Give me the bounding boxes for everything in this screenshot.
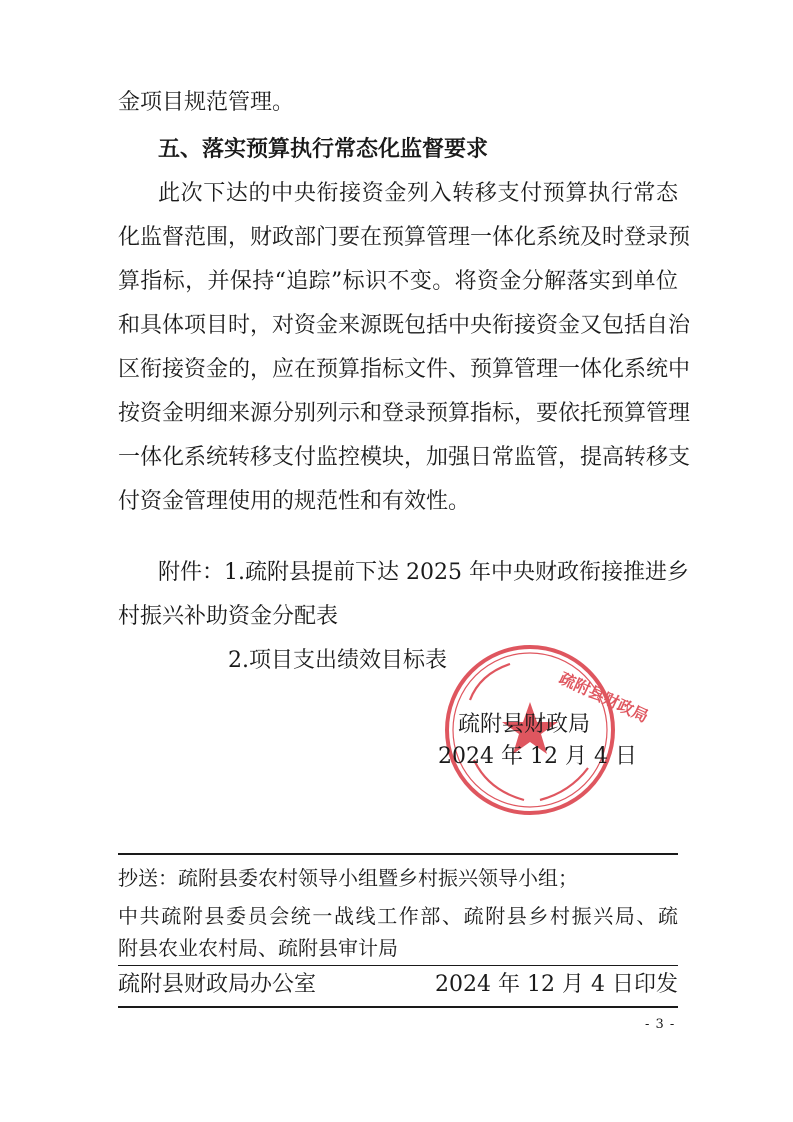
section-heading: 五、落实预算执行常态化监督要求 (158, 137, 489, 162)
paragraph-line: 算指标，并保持“追踪”标识不变。将资金分解落实到单位 (118, 269, 678, 294)
signature-date: 2024 年 12 月 4 日 (438, 744, 637, 769)
paragraph-line: 此次下达的中央衔接资金列入转移支付预算执行常态 (158, 181, 678, 206)
attachment-line: 村振兴补助资金分配表 (118, 604, 339, 629)
cc-line: 中共疏附县委员会统一战线工作部、疏附县乡村振兴局、疏 (118, 904, 678, 928)
issue-date: 2024 年 12 月 4 日印发 (435, 972, 678, 997)
paragraph-line: 按资金明细来源分别列示和登录预算指标，要依托预算管理 (118, 401, 691, 426)
paragraph-line: 化监督范围，财政部门要在预算管理一体化系统及时登录预 (118, 225, 691, 250)
footer-rule-top (118, 853, 678, 855)
signature-org: 疏附县财政局 (458, 712, 591, 737)
paragraph-line: 一体化系统转移支付监控模块，加强日常监管，提高转移支 (118, 445, 691, 470)
paragraph-line: 和具体项目时，对资金来源既包括中央衔接资金又包括自治 (118, 313, 691, 338)
paragraph-line: 付资金管理使用的规范性和有效性。 (118, 489, 471, 514)
cc-line: 抄送：疏附县委农村领导小组暨乡村振兴领导小组； (118, 866, 578, 890)
issuer: 疏附县财政局办公室 (118, 972, 317, 997)
footer-rule-middle (118, 965, 678, 966)
page-number: - 3 - (645, 1017, 676, 1032)
attachment-line: 2.项目支出绩效目标表 (228, 648, 447, 673)
cc-line: 附县农业农村局、疏附县审计局 (118, 936, 398, 960)
footer-rule-bottom (118, 1006, 678, 1008)
paragraph-line: 区衔接资金的，应在预算指标文件、预算管理一体化系统中 (118, 357, 691, 382)
body-text-line: 金项目规范管理。 (118, 90, 295, 115)
attachment-line: 附件：1.疏附县提前下达 2025 年中央财政衔接推进乡 (158, 560, 689, 585)
seal-lettering: 疏附县财政局 (556, 668, 652, 727)
